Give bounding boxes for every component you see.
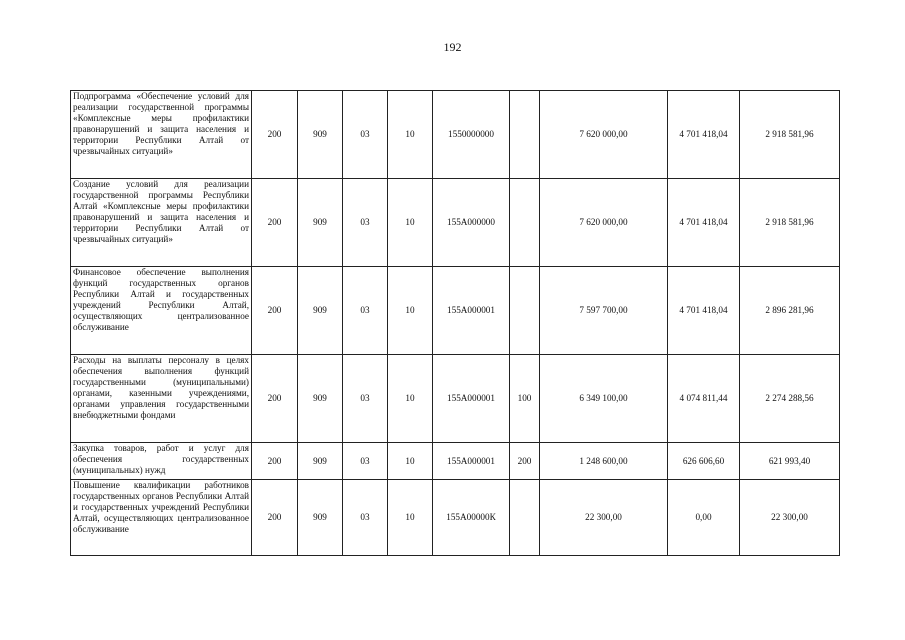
planned-amount-cell: 6 349 100,00 [540, 355, 668, 443]
row-name-cell: Создание условий для реализации государственной программы Республики Алтай «Комплексные меры профилактики правонарушений и защита населения и территории Республики Алтай от чрезвычайных ситуаций» [71, 179, 252, 267]
row-name-cell: Закупка товаров, работ и услуг для обеспечения государственных (муниципальных) нужд [71, 443, 252, 480]
section-cell: 03 [343, 267, 388, 355]
admin-code-cell: 200 [252, 179, 298, 267]
admin-code-cell: 200 [252, 480, 298, 556]
ministry-code-cell: 909 [298, 355, 343, 443]
page-number: 192 [443, 40, 462, 54]
planned-amount-cell: 7 620 000,00 [540, 179, 668, 267]
row-name-cell: Повышение квалификации работников государственных органов Республики Алтай и государственных учреждений Республики Алтай, осуществляющих централизованное обслуживание [71, 480, 252, 556]
ministry-code-cell: 909 [298, 480, 343, 556]
section-cell: 03 [343, 443, 388, 480]
planned-amount-cell: 7 597 700,00 [540, 267, 668, 355]
expense-type-cell [510, 267, 540, 355]
subsection-cell: 10 [388, 443, 433, 480]
target-article-cell: 155А000001 [433, 355, 510, 443]
planned-amount-cell: 1 248 600,00 [540, 443, 668, 480]
unexecuted-amount-cell: 2 896 281,96 [740, 267, 840, 355]
subsection-cell: 10 [388, 91, 433, 179]
ministry-code-cell: 909 [298, 179, 343, 267]
expense-type-cell: 100 [510, 355, 540, 443]
admin-code-cell: 200 [252, 91, 298, 179]
executed-amount-cell: 4 074 811,44 [668, 355, 740, 443]
row-name-cell: Подпрограмма «Обеспечение условий для реализации государственной программы «Комплексные меры профилактики правонарушений и защита населения и территории Республики Алтай от чрезвычайных ситуаций» [71, 91, 252, 179]
subsection-cell: 10 [388, 355, 433, 443]
planned-amount-cell: 7 620 000,00 [540, 91, 668, 179]
target-article-cell: 1550000000 [433, 91, 510, 179]
admin-code-cell: 200 [252, 267, 298, 355]
executed-amount-cell: 0,00 [668, 480, 740, 556]
planned-amount-cell: 22 300,00 [540, 480, 668, 556]
ministry-code-cell: 909 [298, 267, 343, 355]
subsection-cell: 10 [388, 267, 433, 355]
subsection-cell: 10 [388, 179, 433, 267]
budget-table [70, 90, 840, 556]
section-cell: 03 [343, 179, 388, 267]
unexecuted-amount-cell: 22 300,00 [740, 480, 840, 556]
target-article-cell: 155А000001 [433, 443, 510, 480]
executed-amount-cell: 4 701 418,04 [668, 91, 740, 179]
admin-code-cell: 200 [252, 355, 298, 443]
expense-type-cell [510, 179, 540, 267]
row-name-cell: Финансовое обеспечение выполнения функций государственных органов Республики Алтай и государственных учреждений Республики Алтай, осуществляющих централизованное обслуживание [71, 267, 252, 355]
expense-type-cell [510, 91, 540, 179]
ministry-code-cell: 909 [298, 91, 343, 179]
unexecuted-amount-cell: 2 918 581,96 [740, 179, 840, 267]
section-cell: 03 [343, 480, 388, 556]
target-article-cell: 155А000000 [433, 179, 510, 267]
executed-amount-cell: 4 701 418,04 [668, 179, 740, 267]
executed-amount-cell: 4 701 418,04 [668, 267, 740, 355]
unexecuted-amount-cell: 2 274 288,56 [740, 355, 840, 443]
table-row [71, 267, 840, 355]
table-row [71, 480, 840, 556]
unexecuted-amount-cell: 2 918 581,96 [740, 91, 840, 179]
expense-type-cell: 200 [510, 443, 540, 480]
target-article-cell: 155А000001 [433, 267, 510, 355]
section-cell: 03 [343, 91, 388, 179]
table-row [71, 443, 840, 480]
subsection-cell: 10 [388, 480, 433, 556]
admin-code-cell: 200 [252, 443, 298, 480]
section-cell: 03 [343, 355, 388, 443]
table-row [71, 91, 840, 179]
expense-type-cell [510, 480, 540, 556]
target-article-cell: 155А00000К [433, 480, 510, 556]
row-name-cell: Расходы на выплаты персоналу в целях обеспечения выполнения функций государственными (муниципальными) органами, казенными учреждениями, органами управления государственными внебюджетными фондами [71, 355, 252, 443]
ministry-code-cell: 909 [298, 443, 343, 480]
table-row [71, 355, 840, 443]
unexecuted-amount-cell: 621 993,40 [740, 443, 840, 480]
executed-amount-cell: 626 606,60 [668, 443, 740, 480]
table-row [71, 179, 840, 267]
